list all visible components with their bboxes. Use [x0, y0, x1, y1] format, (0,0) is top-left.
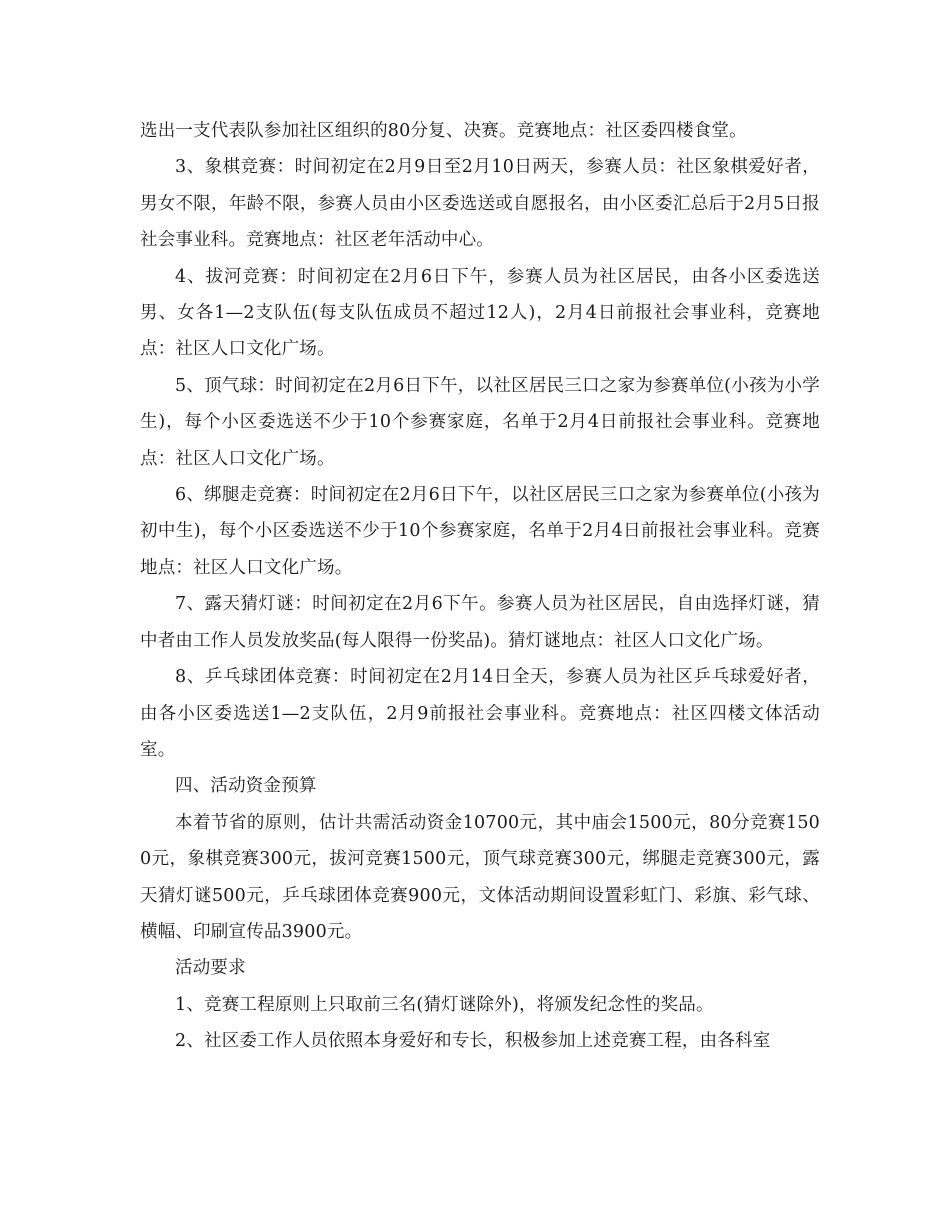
paragraph-balloon-game: 5、顶气球：时间初定在2月6日下午，以社区居民三口之家为参赛单位(小孩为小学生)，每个小区委选送不少于10个参赛家庭，名单于2月4日前报社会事业科。竞赛地点：社区人口文化广场。: [140, 375, 820, 469]
paragraph-table-tennis: 8、乒乓球团体竞赛：时间初定在2月14日全天，参赛人员为社区乒乓球爱好者，由各小区委选送1—2支队伍，2月9前报社会事业科。竞赛地点：社区四楼文体活动室。: [140, 667, 820, 760]
paragraph-three-legged-race: 6、绑腿走竞赛：时间初定在2月6日下午，以社区居民三口之家为参赛单位(小孩为初中生)，每个小区委选送不少于10个参赛家庭，名单于2月4日前报社会事业科。竞赛地点：社区人口文化广场。: [140, 485, 820, 578]
paragraph-budget: 本着节省的原则，估计共需活动资金10700元，其中庙会1500元，80分竞赛1500元，象棋竞赛300元，拔河竞赛1500元，顶气球竞赛300元，绑腿走竞赛300元，露天猜灯谜500元，乒乓球团体竞赛900元，文体活动期间设置彩虹门、彩旗、彩气球、横幅、印刷宣传品3900元。: [140, 812, 820, 942]
paragraph-requirement-2: 2、社区委工作人员依照本身爱好和专长，积极参加上述竞赛工程，由各科室: [175, 1031, 771, 1052]
paragraph-chess-contest: 3、象棋竞赛：时间初定在2月9日至2月10日两天，参赛人员：社区象棋爱好者，男女不限，年龄不限，参赛人员由小区委选送或自愿报名，由小区委汇总后于2月5日报社会事业科。竞赛地点：社区老年活动中心。: [140, 157, 820, 251]
section-heading-budget: 四、活动资金预算: [175, 776, 317, 797]
paragraph-tug-of-war: 4、拔河竞赛：时间初定在2月6日下午，参赛人员为社区居民，由各小区委选送男、女各1—2支队伍(每支队伍成员不超过12人)，2月4日前报社会事业科，竞赛地点：社区人口文化广场。: [140, 266, 820, 360]
section-heading-requirements: 活动要求: [175, 958, 246, 979]
paragraph-lantern-riddles: 7、露天猜灯谜：时间初定在2月6下午。参赛人员为社区居民，自由选择灯谜，猜中者由工作人员发放奖品(每人限得一份奖品)。猜灯谜地点：社区人口文化广场。: [140, 594, 820, 651]
paragraph-intro-continuation: 选出一支代表队参加社区组织的80分复、决赛。竞赛地点：社区委四楼食堂。: [140, 121, 747, 141]
document-body: [140, 113, 820, 1060]
paragraph-requirement-1: 1、竞赛工程原则上只取前三名(猜灯谜除外)，将颁发纪念性的奖品。: [175, 994, 714, 1015]
